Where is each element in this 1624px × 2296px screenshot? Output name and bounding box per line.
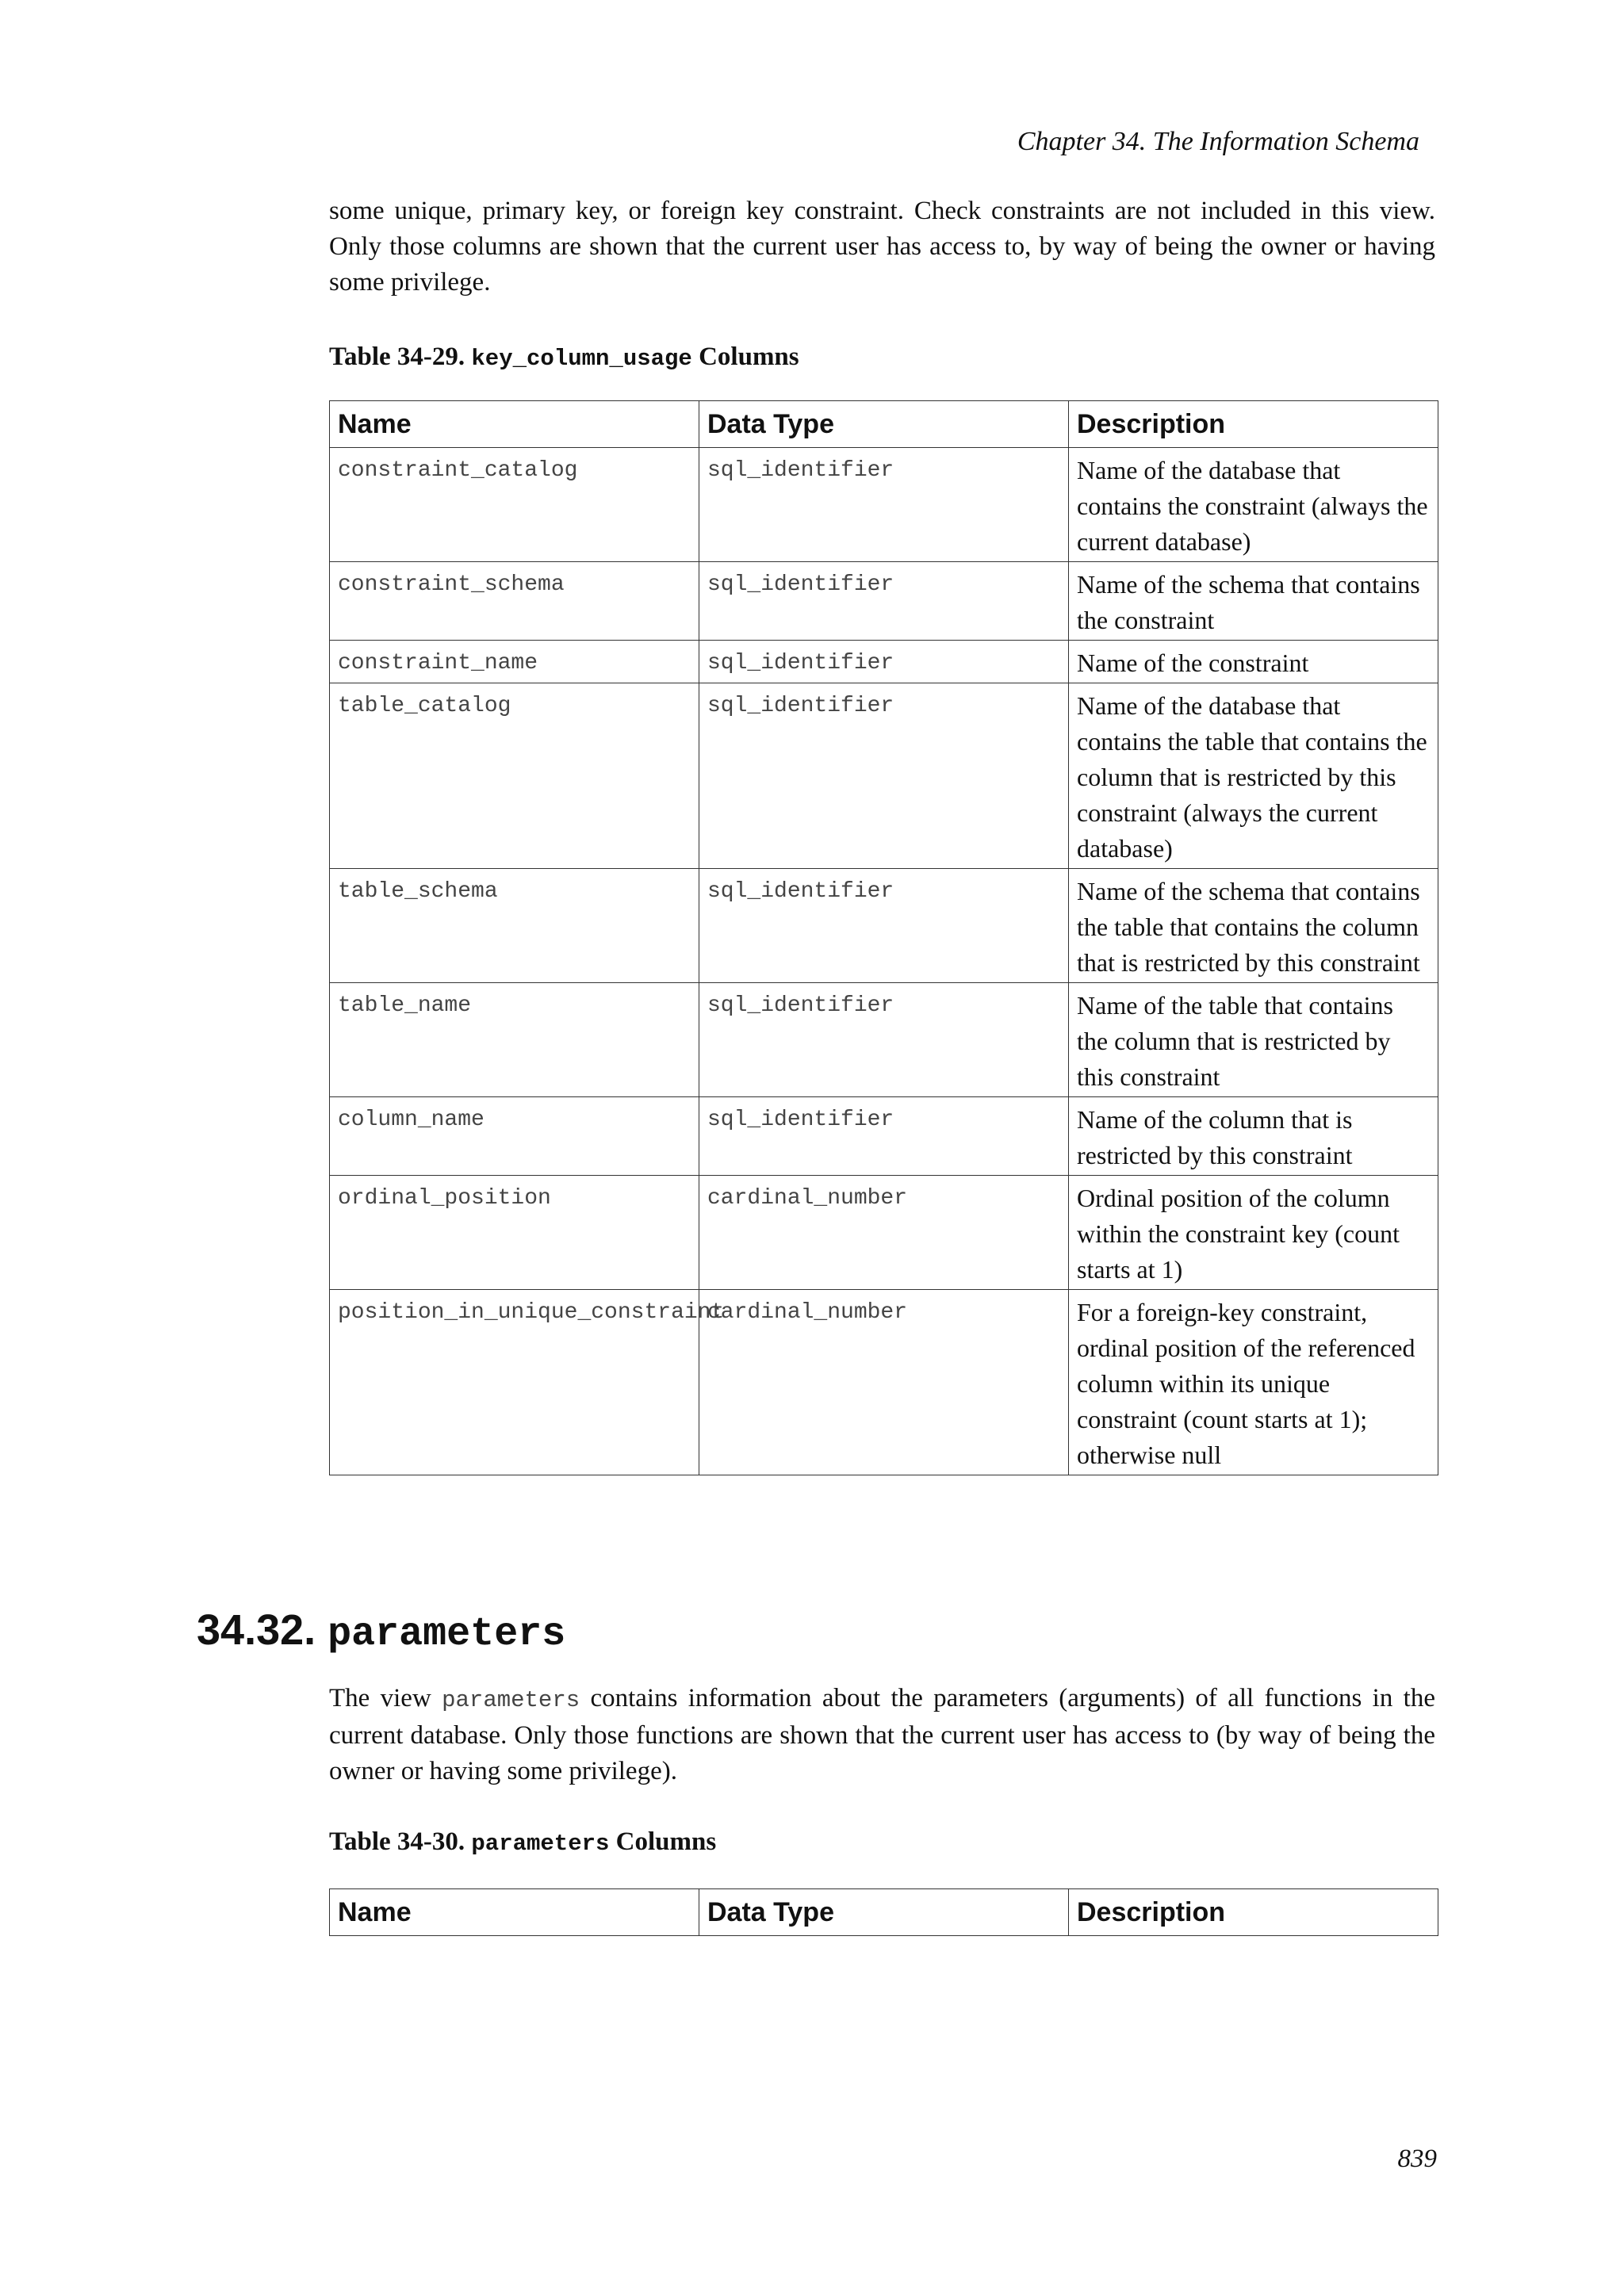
cell-description: Name of the schema that contains the constraint bbox=[1069, 562, 1438, 641]
cell-description: Name of the constraint bbox=[1069, 641, 1438, 683]
cell-name: table_schema bbox=[330, 869, 699, 983]
table-caption-code: key_column_usage bbox=[471, 346, 692, 372]
cell-type: sql_identifier bbox=[699, 683, 1069, 869]
table-row bbox=[330, 1290, 1438, 1475]
cell-name: constraint_schema bbox=[330, 562, 699, 641]
section-heading bbox=[197, 1605, 565, 1657]
cell-description: For a foreign-key constraint, ordinal position of the referenced column within its unique constraint (count starts at 1); otherwise null bbox=[1069, 1290, 1438, 1475]
para-start: The view bbox=[329, 1684, 431, 1712]
cell-name: table_catalog bbox=[330, 683, 699, 869]
table-row bbox=[330, 683, 1438, 869]
running-header: Chapter 34. The Information Schema bbox=[1017, 127, 1419, 156]
table-row bbox=[330, 869, 1438, 983]
key-column-usage-table bbox=[329, 400, 1438, 1475]
column-header-name: Name bbox=[330, 401, 699, 448]
table-caption-suffix: Columns bbox=[699, 342, 799, 371]
column-header-description: Description bbox=[1069, 401, 1438, 448]
table-caption-prefix: Table 34-29. bbox=[329, 342, 465, 371]
table-row bbox=[330, 562, 1438, 641]
table-caption-code: parameters bbox=[471, 1831, 610, 1857]
table-row bbox=[330, 641, 1438, 683]
cell-description: Name of the table that contains the column that is restricted by this constraint bbox=[1069, 983, 1438, 1097]
cell-name: constraint_name bbox=[330, 641, 699, 683]
cell-name: column_name bbox=[330, 1097, 699, 1176]
cell-description: Name of the column that is restricted by this constraint bbox=[1069, 1097, 1438, 1176]
cell-name: position_in_unique_constraint bbox=[330, 1290, 699, 1475]
cell-type: sql_identifier bbox=[699, 983, 1069, 1097]
cell-type: cardinal_number bbox=[699, 1290, 1069, 1475]
column-header-name: Name bbox=[330, 1889, 699, 1936]
section-paragraph bbox=[329, 1681, 1435, 1789]
table-header-row bbox=[330, 1889, 1438, 1936]
table-header-row bbox=[330, 401, 1438, 448]
para-code: parameters bbox=[442, 1687, 580, 1713]
cell-type: sql_identifier bbox=[699, 869, 1069, 983]
cell-description: Name of the schema that contains the table that contains the column that is restricted by this constraint bbox=[1069, 869, 1438, 983]
cell-type: sql_identifier bbox=[699, 562, 1069, 641]
column-header-description: Description bbox=[1069, 1889, 1438, 1936]
cell-name: table_name bbox=[330, 983, 699, 1097]
column-header-data-type: Data Type bbox=[699, 1889, 1069, 1936]
table-row bbox=[330, 448, 1438, 562]
table-row bbox=[330, 1176, 1438, 1290]
page-number: 839 bbox=[1397, 2145, 1437, 2173]
cell-description: Name of the database that contains the table that contains the column that is restricted by this constraint (always the current database) bbox=[1069, 683, 1438, 869]
table-row bbox=[330, 983, 1438, 1097]
intro-paragraph: some unique, primary key, or foreign key constraint. Check constraints are not included in this view. Only those columns are shown that the current user has access to, by way of being the owner or having some privilege. bbox=[329, 197, 1435, 297]
cell-type: sql_identifier bbox=[699, 448, 1069, 562]
table-caption bbox=[329, 342, 799, 372]
cell-type: sql_identifier bbox=[699, 641, 1069, 683]
table-caption-prefix: Table 34-30. bbox=[329, 1827, 465, 1856]
section-code-title: parameters bbox=[327, 1612, 566, 1657]
table-caption bbox=[329, 1827, 716, 1857]
cell-type: sql_identifier bbox=[699, 1097, 1069, 1176]
cell-description: Name of the database that contains the constraint (always the current database) bbox=[1069, 448, 1438, 562]
parameters-table bbox=[329, 1888, 1438, 1936]
column-header-data-type: Data Type bbox=[699, 401, 1069, 448]
cell-type: cardinal_number bbox=[699, 1176, 1069, 1290]
para-rest: contains information about the parameters (arguments) of all functions in the current database. Only those functions are shown that the current user has access to (by way of being the owner or having some privilege). bbox=[329, 1684, 1435, 1785]
table-row bbox=[330, 1097, 1438, 1176]
cell-description: Ordinal position of the column within the constraint key (count starts at 1) bbox=[1069, 1176, 1438, 1290]
cell-name: ordinal_position bbox=[330, 1176, 699, 1290]
table-caption-suffix: Columns bbox=[615, 1827, 717, 1856]
section-number: 34.32. bbox=[197, 1606, 316, 1654]
cell-name: constraint_catalog bbox=[330, 448, 699, 562]
